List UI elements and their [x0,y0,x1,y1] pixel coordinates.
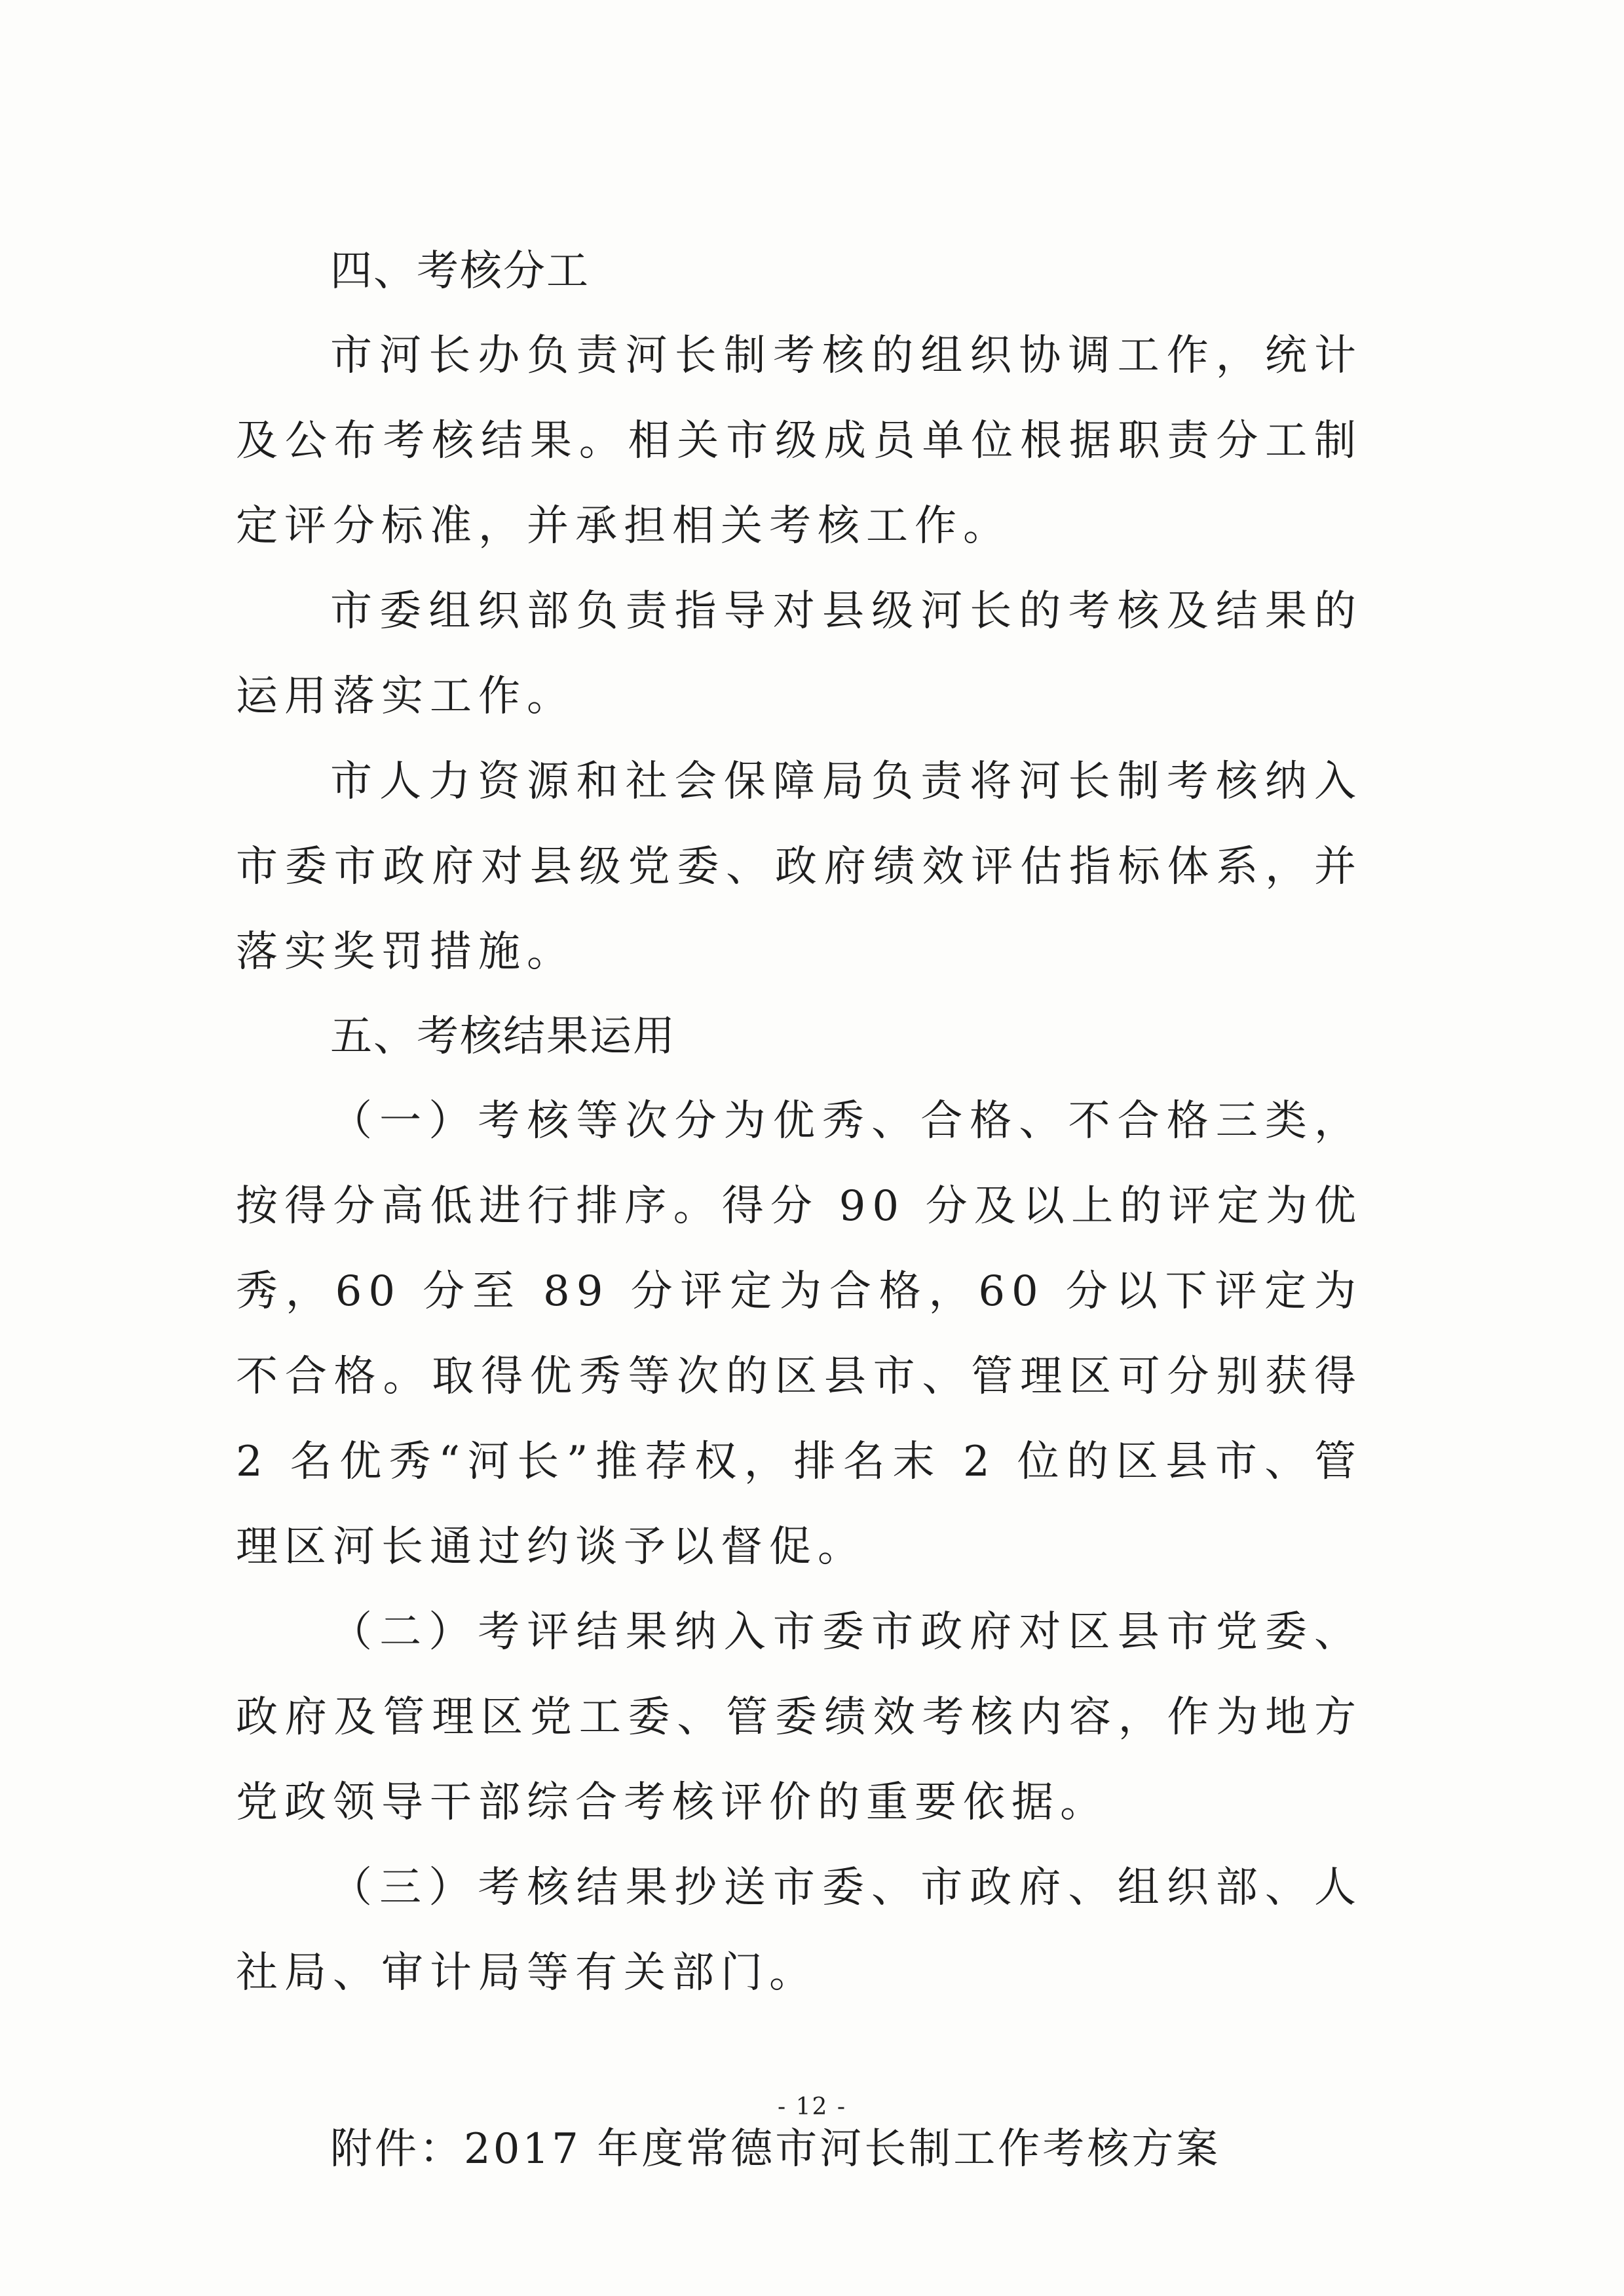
paragraph-organization-dept-duty: 市委组织部负责指导对县级河长的考核及结果的运用落实工作。 [236,587,1363,721]
section-heading-division-of-duties: 四、考核分工 [330,247,590,296]
document-body [236,229,1363,2191]
attachment-note: 附件：2017 年度常德市河长制工作考核方案 [330,2125,1221,2173]
page-number: - 12 - [777,2094,847,2120]
paragraph-performance-evaluation: （二）考评结果纳入市委市政府对区县市党委、政府及管理区党工委、管委绩效考核内容，作为地方党政领导干部综合考核评价的重要依据。 [236,1608,1363,1827]
paragraph-river-office-duty: 市河长办负责河长制考核的组织协调工作，统计及公布考核结果。相关市级成员单位根据职责分工制定评分标准，并承担相关考核工作。 [236,332,1363,550]
paragraph-result-distribution: （三）考核结果抄送市委、市政府、组织部、人社局、审计局等有关部门。 [236,1864,1363,1997]
paragraph-grading-levels: （一）考核等次分为优秀、合格、不合格三类，按得分高低进行排序。得分 90 分及以上的评定为优秀，60 分至 89 分评定为合格，60 分以下评定为不合格。取得优秀等次的区县市、管理区可分别获得 2 名优秀“河长”推荐权，排名末 2 位的区县市、管理区河长通过约谈予以督促。 [236,1097,1363,1571]
paragraph-hr-bureau-duty: 市人力资源和社会保障局负责将河长制考核纳入市委市政府对县级党委、政府绩效评估指标体系，并落实奖罚措施。 [236,757,1363,976]
section-heading-result-usage: 五、考核结果运用 [330,1012,676,1061]
